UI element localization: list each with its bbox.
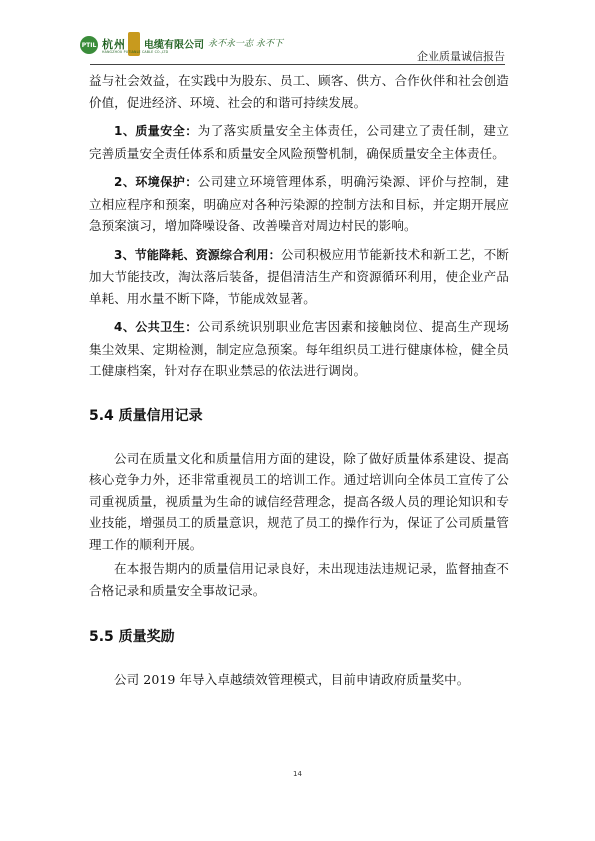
logo-name: 杭州 xyxy=(102,38,126,51)
intro-paragraph: 益与社会效益，在实践中为股东、员工、顾客、供方、合作伙伴和社会创造价值，促进经济、环境、社会的和谐可持续发展。 xyxy=(89,73,509,110)
section-5-4-paragraph-2: 在本报告期内的质量信用记录良好，未出现违法违规记录，监督抽查不合格记录和质量安全事故记录。 xyxy=(89,561,509,598)
item-lead: 4、公共卫生： xyxy=(114,320,198,334)
page-content xyxy=(89,70,509,691)
section-5-5-paragraph-1: 公司 2019 年导入卓越绩效管理模式，目前申请政府质量奖中。 xyxy=(114,672,470,687)
item-text: 公司系统识别职业危害因素和接触岗位、提高生产现场集尘效果、定期检测，制定应急预案。每年组织员工进行健康体检，健全员工健康档案，针对存在职业禁忌的依法进行调岗。 xyxy=(89,319,509,378)
item-lead: 2、环境保护： xyxy=(114,175,198,189)
item-text: 公司建立环境管理体系，明确污染源、评价与控制，建立相应程序和预案，明确应对各种污染源的控制方法和目标，并定期开展应急预案演习，增加降噪设备、改善噪音对周边村民的影响。 xyxy=(89,174,509,233)
item-quality-safety xyxy=(89,120,509,164)
logo-slogan: 永不永一志 永不下 xyxy=(208,39,283,49)
company-logo xyxy=(80,32,290,62)
logo-mark-icon: PTIL xyxy=(80,36,98,54)
item-energy-saving xyxy=(89,244,509,310)
page-number: 14 xyxy=(293,770,302,778)
item-text: 为了落实质量安全主体责任，公司建立了责任制，建立完善质量安全责任体系和质量安全风险预警机制，确保质量安全主体责任。 xyxy=(89,123,509,161)
item-environmental-protection xyxy=(89,171,509,237)
item-lead: 3、节能降耗、资源综合利用： xyxy=(114,247,281,262)
item-lead: 1、质量安全： xyxy=(114,124,198,138)
section-heading-5-5: 5.5 质量奖励 xyxy=(89,629,175,645)
logo-name-2: 电缆有限公司 xyxy=(144,40,204,51)
item-text: 公司积极应用节能新技术和新工艺，不断加大节能技改，淘汰落后装备，提倡清洁生产和资源循环利用，使企业产品单耗、用水量不断下降，节能成效显著。 xyxy=(89,246,509,306)
logo-english-name: HANGZHOU PUTIANLE CABLE CO.,LTD xyxy=(102,50,169,54)
page-header xyxy=(81,34,505,65)
item-public-health xyxy=(89,316,509,382)
report-title: 企业质量诚信报告 xyxy=(417,50,505,63)
section-heading-5-4: 5.4 质量信用记录 xyxy=(89,407,203,424)
section-5-4-paragraph-1: 公司在质量文化和质量信用方面的建设，除了做好质量体系建设、提高核心竞争力外，还非常重视员工的培训工作。通过培训向全体员工宣传了公司重视质量，视质量为生命的诚信经营理念，提高各级人员的理论知识和专业技能，增强员工的质量意识，规范了员工的操作行为，保证了公司质量管理工作的顺利开展。 xyxy=(89,450,509,552)
